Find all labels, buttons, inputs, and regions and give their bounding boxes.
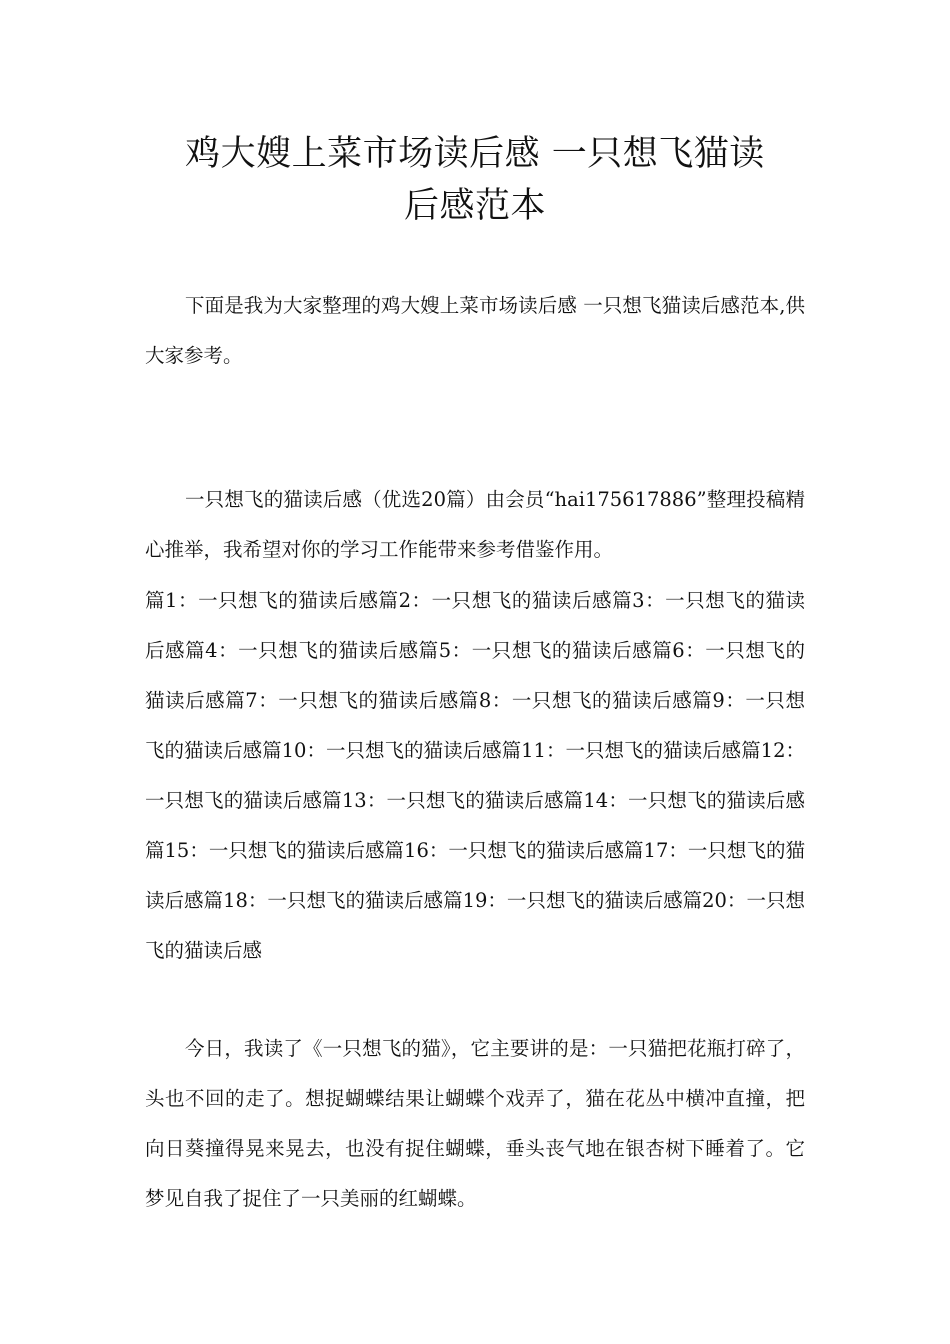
title-line-1: 鸡大嫂上菜市场读后感 一只想飞猫读 [185, 134, 765, 174]
table-of-contents-paragraph: 篇1：一只想飞的猫读后感篇2：一只想飞的猫读后感篇3：一只想飞的猫读后感篇4：一只想飞的猫读后感篇5：一只想飞的猫读后感篇6：一只想飞的猫读后感篇7：一只想飞的猫读后感篇8：一只想飞的猫读后感篇9：一只想飞的猫读后感篇10：一只想飞的猫读后感篇11：一只想飞的猫读后感篇12：一只想飞的猫读后感篇13：一只想飞的猫读后感篇14：一只想飞的猫读后感篇15：一只想飞的猫读后感篇16：一只想飞的猫读后感篇17：一只想飞的猫读后感篇18：一只想飞的猫读后感篇19：一只想飞的猫读后感篇20：一只想飞的猫读后感 [145, 589, 805, 962]
title-line-2: 后感范本 [403, 186, 546, 226]
intro-paragraph: 下面是我为大家整理的鸡大嫂上菜市场读后感 一只想飞猫读后感范本,供大家参考。 [145, 294, 805, 367]
document-title [145, 128, 805, 232]
story-paragraph: 今日，我读了《一只想飞的猫》，它主要讲的是：一只猫把花瓶打碎了，头也不回的走了。想捉蝴蝶结果让蝴蝶个戏弄了，猫在花丛中横冲直撞，把向日葵撞得晃来晃去，也没有捉住蝴蝶，垂头丧气地在银杏树下睡着了。它梦见自我了捉住了一只美丽的红蝴蝶。 [145, 1037, 805, 1210]
member-note-paragraph: 一只想飞的猫读后感（优选20篇）由会员“hai175617886”整理投稿精心推举，我希望对你的学习工作能带来参考借鉴作用。 [145, 488, 805, 561]
